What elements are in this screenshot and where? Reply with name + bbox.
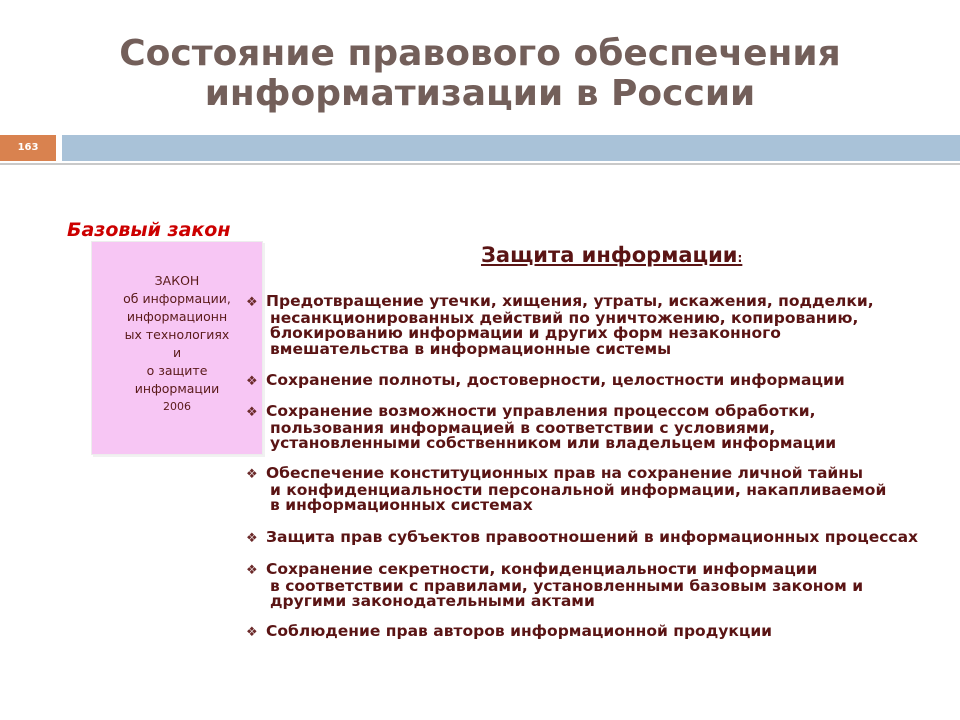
- law-box: [91, 241, 263, 455]
- list-item-text: блокированию информации и других форм незаконного: [270, 324, 781, 342]
- list-item: [246, 562, 863, 610]
- diamond-bullet-icon: ❖: [246, 467, 258, 482]
- law-line: ЗАКОН: [154, 273, 200, 288]
- list-item-continuation: [246, 339, 874, 358]
- law-line: о защите: [146, 363, 208, 378]
- diamond-bullet-icon: ❖: [246, 625, 258, 640]
- list-item: [246, 530, 918, 547]
- list-item-text: Соблюдение прав авторов информационной продукции: [266, 622, 773, 640]
- list-item-text: и конфиденциальности персональной информации, накапливаемой: [270, 480, 887, 499]
- list-item: [246, 404, 836, 452]
- header-bar: [62, 135, 960, 161]
- list-item-text: Предотвращение утечки, хищения, утраты, искажения, подделки,: [266, 292, 874, 310]
- law-line: информации: [134, 381, 220, 396]
- list-item-continuation: [246, 594, 863, 610]
- slide-number: 163: [0, 135, 56, 161]
- list-item-text: Сохранение секретности, конфиденциальности информации: [266, 560, 818, 578]
- list-item: [246, 466, 886, 514]
- list-item: [246, 624, 772, 641]
- diamond-bullet-icon: ❖: [246, 563, 258, 578]
- list-item-text: в информационных системах: [270, 496, 533, 514]
- slide-title-line-2: информатизации в России: [204, 73, 756, 114]
- list-item-text: Сохранение полноты, достоверности, целостности информации: [266, 371, 845, 389]
- list-item-continuation: [246, 498, 886, 514]
- diamond-bullet-icon: ❖: [246, 295, 258, 310]
- list-item-line: [246, 624, 772, 641]
- protection-heading-text: Защита информации: [481, 243, 738, 267]
- law-line: ых технологиях: [124, 327, 230, 342]
- list-item-line: [246, 530, 918, 547]
- header-band: [0, 135, 960, 163]
- list-item-text: Обеспечение конституционных прав на сохранение личной тайны: [266, 464, 863, 482]
- law-line: и: [172, 345, 182, 360]
- list-item-text: пользования информацией в соответствии с условиями,: [270, 418, 776, 437]
- header-divider: [0, 163, 960, 165]
- protection-heading: [481, 242, 742, 271]
- base-law-heading: Базовый закон: [67, 219, 231, 241]
- law-line: информационн: [126, 309, 228, 324]
- list-item: [246, 373, 845, 390]
- slide-title: [30, 34, 930, 114]
- list-item-text: Сохранение возможности управления процессом обработки,: [266, 402, 816, 420]
- law-line: об информации,: [123, 291, 231, 306]
- list-item: [246, 294, 874, 357]
- slide-title-line-1: Состояние правового обеспечения: [119, 33, 841, 74]
- diamond-bullet-icon: ❖: [246, 405, 258, 420]
- list-item-text: Защита прав субъектов правоотношений в информационных процессах: [266, 528, 919, 546]
- diamond-bullet-icon: ❖: [246, 531, 258, 546]
- list-item-text: установленными собственником или владельцем информации: [270, 434, 837, 452]
- protection-heading-colon: :: [737, 251, 743, 265]
- list-item-line: [246, 373, 845, 390]
- list-item-text: несанкционированных действий по уничтожению, копированию,: [270, 308, 859, 327]
- list-item-text: вмешательства в информационные системы: [270, 339, 672, 358]
- list-item-text: в соответствии с правилами, установленными базовым законом и: [270, 576, 864, 595]
- list-item-text: другими законодательными актами: [270, 592, 595, 610]
- law-year: 2006: [163, 400, 191, 413]
- diamond-bullet-icon: ❖: [246, 374, 258, 389]
- list-item-continuation: [246, 436, 836, 452]
